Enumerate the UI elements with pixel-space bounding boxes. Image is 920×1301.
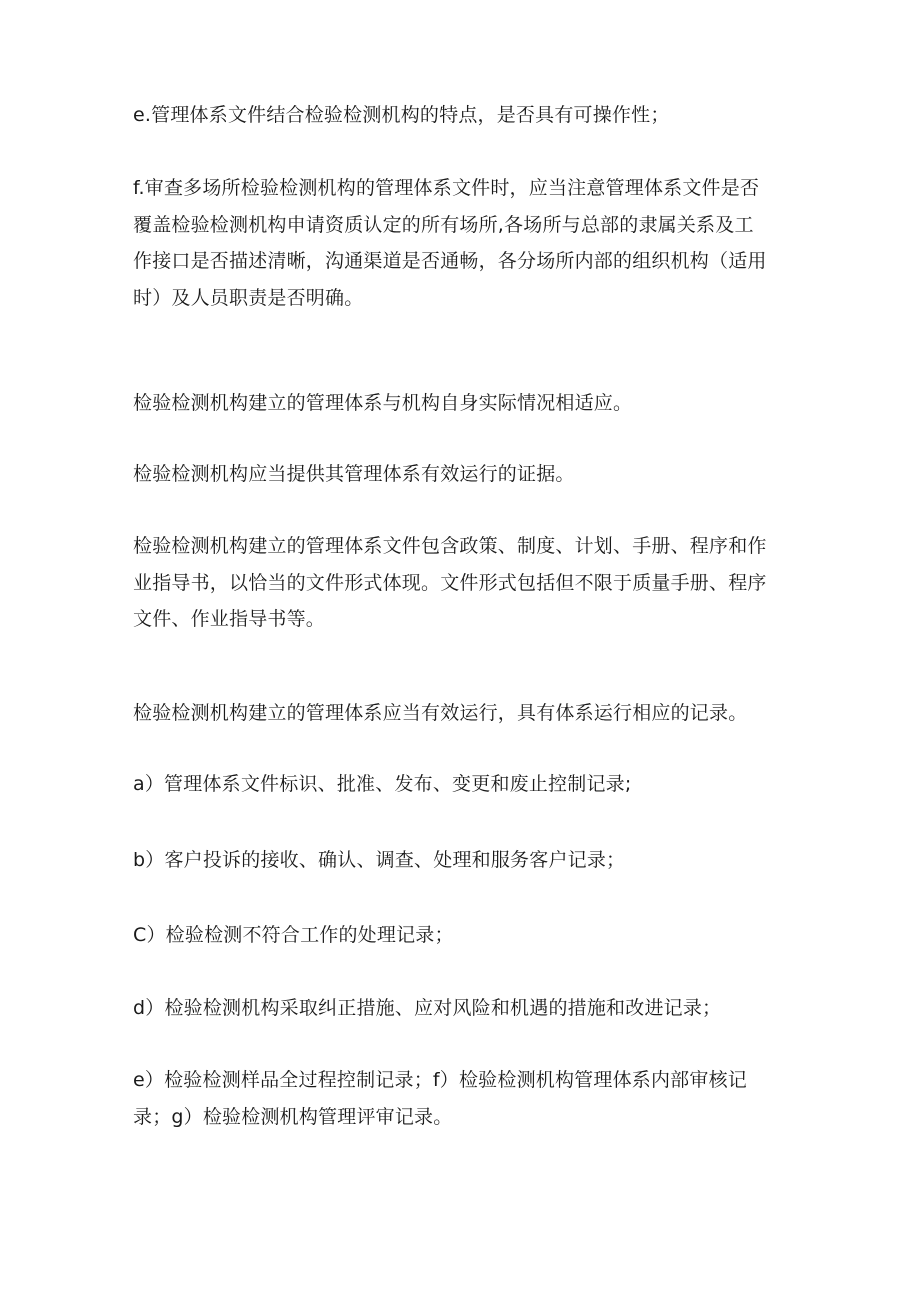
list-item-text: d）检验检测机构采取纠正措施、应对风险和机遇的措施和改进记录； xyxy=(133,997,722,1019)
list-item-b xyxy=(133,842,793,879)
paragraph-system-adaptation xyxy=(133,385,793,422)
paragraph-line: 时）及人员职责是否明确。 xyxy=(133,286,364,309)
paragraph-line: f.审查多场所检验检测机构的管理体系文件时，应当注意管理体系文件是否 xyxy=(133,177,760,199)
paragraph-operation-evidence xyxy=(133,456,793,493)
paragraph-line: e.管理体系文件结合检验检测机构的特点，是否具有可操作性； xyxy=(133,104,670,126)
paragraph-line: 作接口是否描述清晰，沟通渠道是否通畅，各分场所内部的组织机构（适用 xyxy=(133,250,767,272)
list-item-c xyxy=(133,917,793,954)
list-item-text: e）检验检测样品全过程控制记录；f）检验检测机构管理体系内部审核记 xyxy=(133,1069,747,1091)
list-item-e-f-g xyxy=(133,1062,793,1135)
paragraph-line: 文件、作业指导书等。 xyxy=(133,608,326,630)
list-item-text: b）客户投诉的接收、确认、调查、处理和服务客户记录； xyxy=(133,849,626,871)
paragraph-f-multi-site-review xyxy=(133,170,793,316)
list-item-text: a）管理体系文件标识、批准、发布、变更和废止控制记录; xyxy=(133,773,632,795)
list-item-text: 录；g）检验检测机构管理评审记录。 xyxy=(133,1105,453,1128)
paragraph-line: 覆盖检验检测机构申请资质认定的所有场所,各场所与总部的隶属关系及工 xyxy=(133,213,754,236)
paragraph-system-documents xyxy=(133,528,793,638)
paragraph-line: 业指导书，以恰当的文件形式体现。文件形式包括但不限于质量手册、程序 xyxy=(133,571,767,594)
paragraph-line: 检验检测机构建立的管理体系应当有效运行，具有体系运行相应的记录。 xyxy=(133,702,748,724)
list-item-a xyxy=(133,766,793,803)
paragraph-line: 检验检测机构建立的管理体系文件包含政策、制度、计划、手册、程序和作 xyxy=(133,535,767,557)
paragraph-line: 检验检测机构建立的管理体系与机构自身实际情况相适应。 xyxy=(133,392,633,414)
list-item-text: C）检验检测不符合工作的处理记录； xyxy=(133,924,454,946)
paragraph-effective-operation xyxy=(133,695,793,732)
list-item-d xyxy=(133,990,793,1027)
paragraph-line: 检验检测机构应当提供其管理体系有效运行的证据。 xyxy=(133,463,575,485)
paragraph-e-operability xyxy=(133,97,793,134)
